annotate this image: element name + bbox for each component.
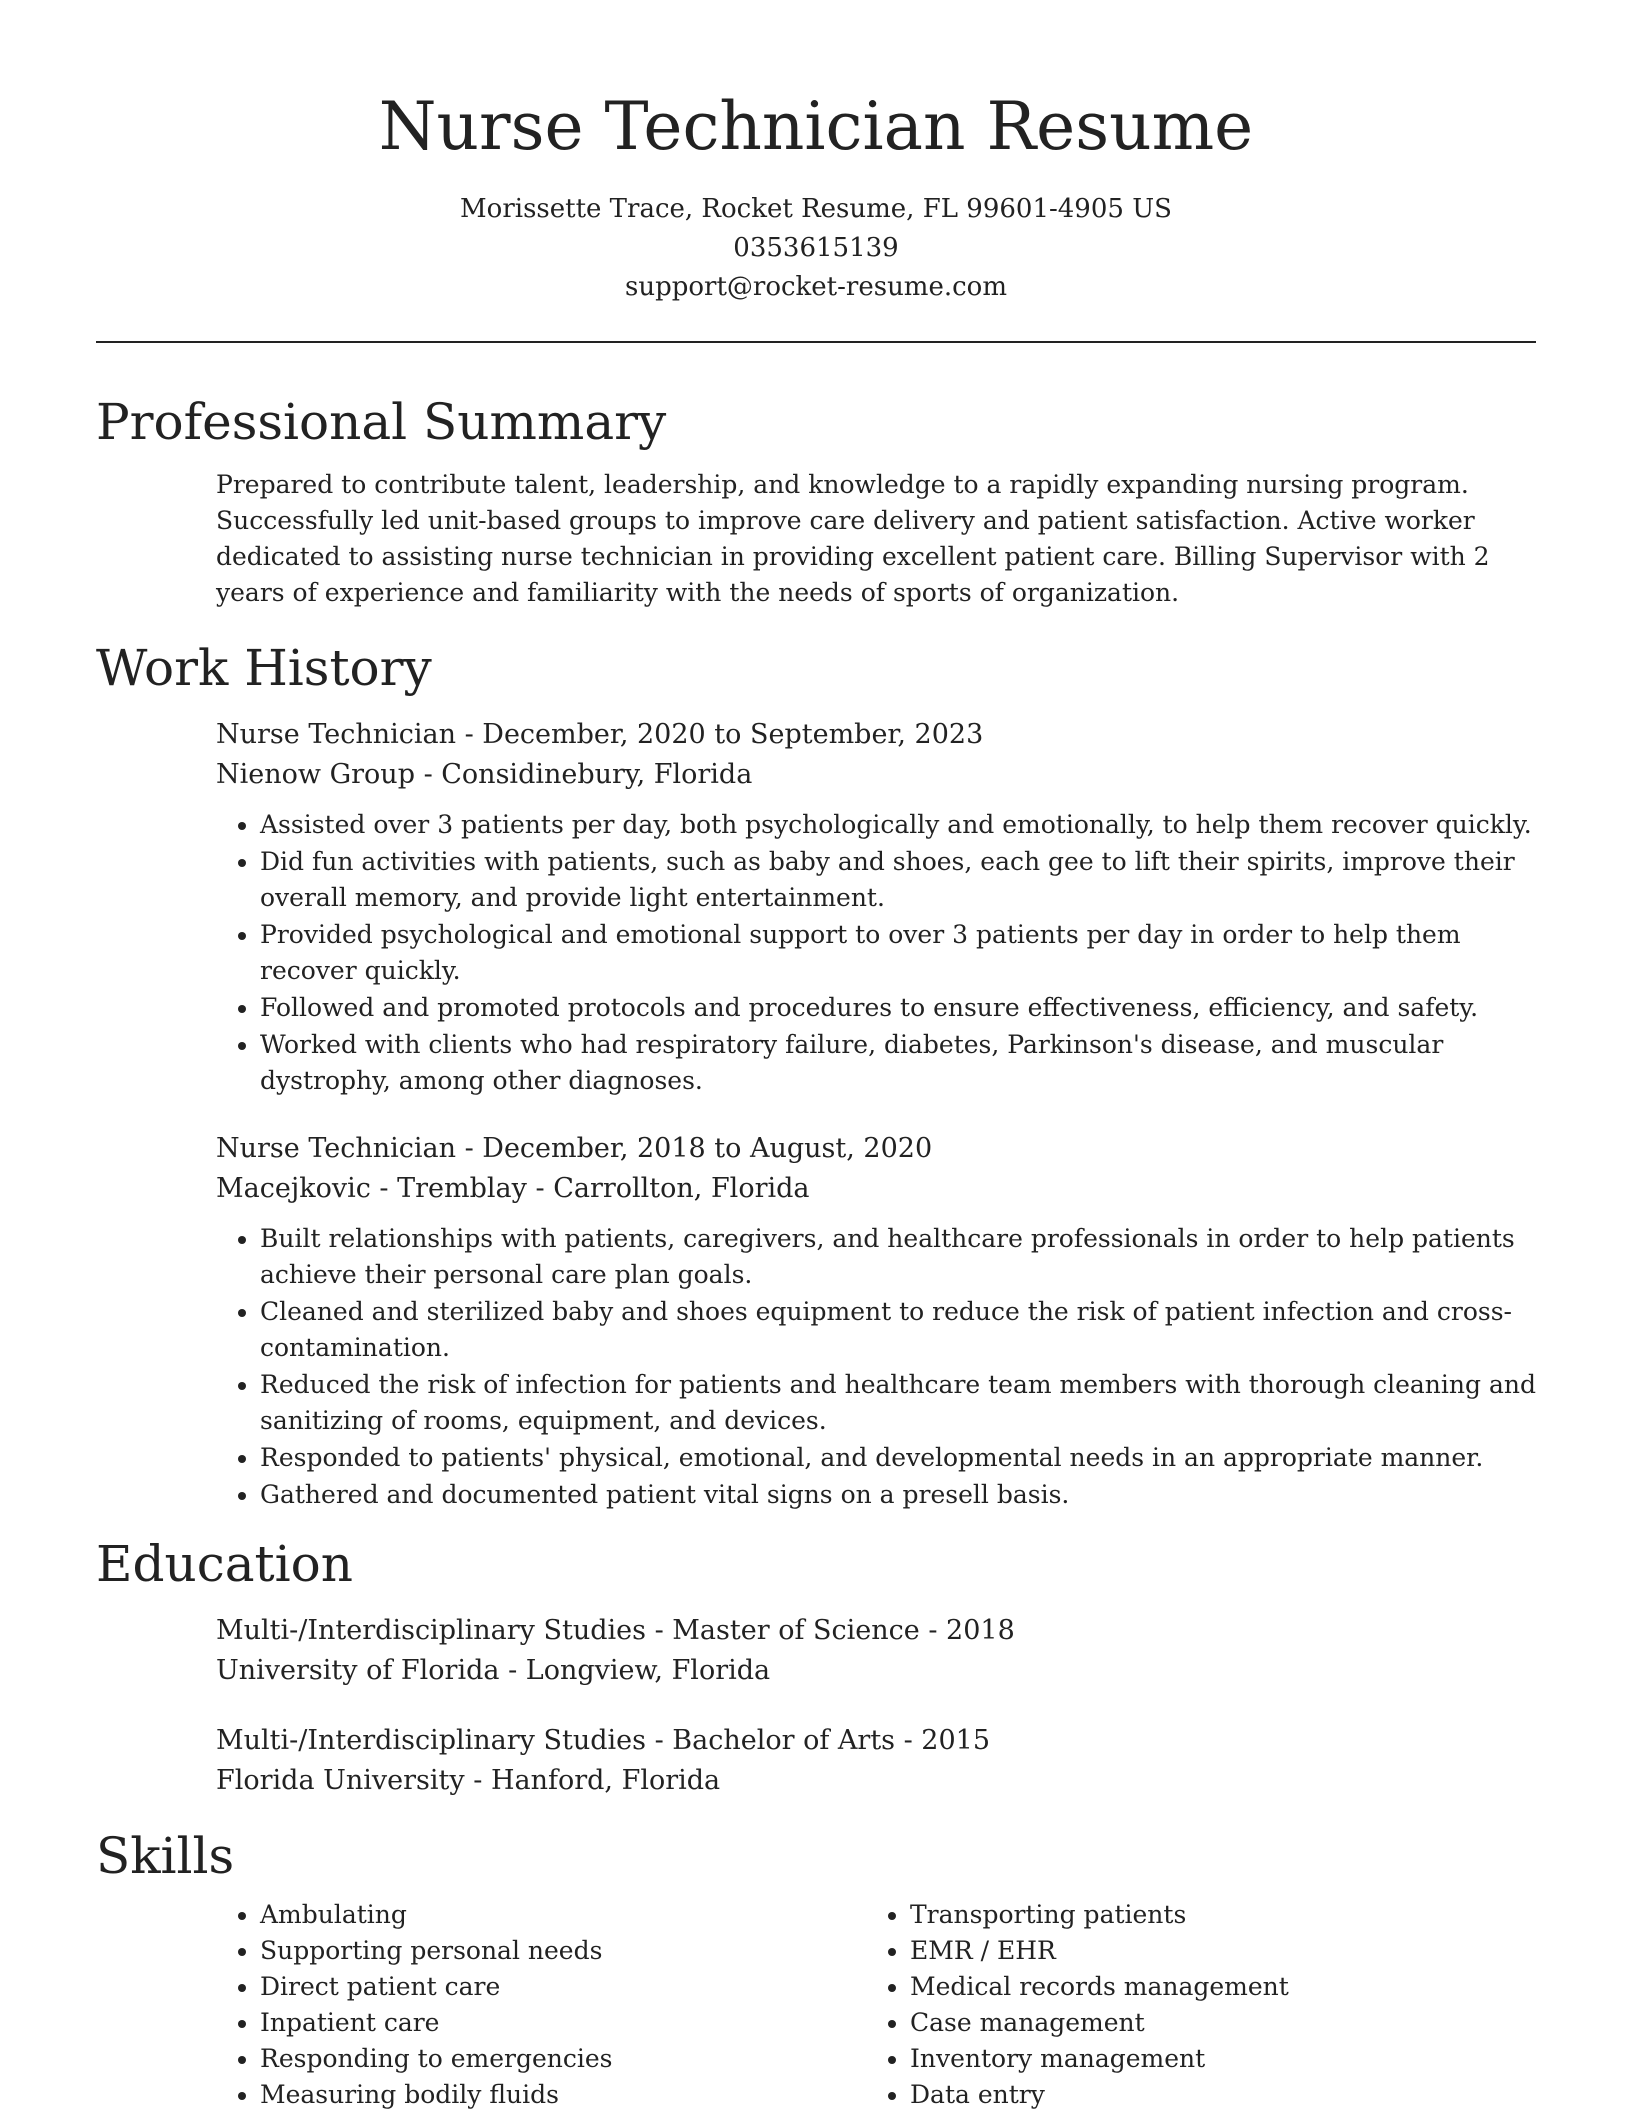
job-title: Nurse Technician <box>216 719 457 750</box>
education-entry <box>216 1611 1536 1691</box>
section-heading-skills: Skills <box>96 1827 235 1885</box>
section-heading-work: Work History <box>96 639 432 697</box>
contact-email: support@rocket-resume.com <box>624 272 1007 302</box>
skill-item: • Direct patient care <box>260 1969 866 2005</box>
job-bullets <box>216 1221 1536 1513</box>
job-location: - Carrollton, Florida <box>526 1173 810 1204</box>
education-section <box>96 1531 1536 1801</box>
summary-text: Prepared to contribute talent, leadership, and knowledge to a rapidly expanding nursing program. Successfully led unit-based groups to improve care delivery and patient satisfaction. Active worker dedicated to assisting nurse technician in providing excellent patient care. Billing Supervisor with 2 years of experience and familiarity with the needs of sports of organization. <box>216 470 1490 607</box>
skill-item: • Inpatient care <box>260 2005 866 2041</box>
education-entry <box>216 1721 1536 1801</box>
job-employer: Nienow Group <box>216 759 415 790</box>
education-field: Multi-/Interdisciplinary Studies <box>216 1615 646 1646</box>
skill-item: • Transporting patients <box>910 1897 1516 1933</box>
skill-item: • Data entry <box>910 2077 1516 2113</box>
job-bullet: • Responded to patients' physical, emotional, and developmental needs in an appropriate manner. <box>260 1440 1536 1476</box>
section-heading-summary: Professional Summary <box>96 393 667 451</box>
job-entry <box>216 1129 1536 1513</box>
education-degree-line <box>216 1611 1536 1651</box>
job-employer-line <box>216 755 1536 795</box>
education-school-line <box>216 1761 1536 1801</box>
contact-info <box>96 190 1536 307</box>
education-school: University of Florida <box>216 1655 500 1686</box>
job-dates: - December, 2020 to September, 2023 <box>456 719 984 750</box>
professional-summary-section <box>96 389 1536 611</box>
skill-item: • Case management <box>910 2005 1516 2041</box>
education-school-line <box>216 1651 1536 1691</box>
education-school: Florida University <box>216 1765 465 1796</box>
education-location: - Longview, Florida <box>499 1655 771 1686</box>
skill-item: • Measuring bodily fluids <box>260 2077 866 2113</box>
job-title-line <box>216 1129 1536 1169</box>
job-title-line <box>216 715 1536 755</box>
contact-phone: 0353615139 <box>733 233 899 263</box>
skills-column-right <box>866 1897 1516 2113</box>
education-degree: - Master of Science - 2018 <box>645 1615 1015 1646</box>
job-bullets <box>216 807 1536 1099</box>
skills-column-left <box>216 1897 866 2113</box>
skills-section <box>96 1823 1536 2113</box>
skill-item: • Inventory management <box>910 2041 1516 2077</box>
job-bullet: • Cleaned and sterilized baby and shoes equipment to reduce the risk of patient infection and cross-contamination. <box>260 1294 1536 1366</box>
education-degree-line <box>216 1721 1536 1761</box>
job-employer: Macejkovic - Tremblay <box>216 1173 527 1204</box>
resume-header <box>96 0 1536 343</box>
education-location: - Hanford, Florida <box>464 1765 721 1796</box>
skill-item: • Medical records management <box>910 1969 1516 2005</box>
job-entry <box>216 715 1536 1099</box>
job-bullet: • Assisted over 3 patients per day, both psychologically and emotionally, to help them recover quickly. <box>260 807 1536 843</box>
job-bullet: • Followed and promoted protocols and procedures to ensure effectiveness, efficiency, and safety. <box>260 990 1536 1026</box>
work-history-section <box>96 635 1536 1513</box>
job-bullet: • Did fun activities with patients, such as baby and shoes, each gee to lift their spirits, improve their overall memory, and provide light entertainment. <box>260 844 1536 916</box>
header-divider <box>96 341 1536 343</box>
job-location: - Considinebury, Florida <box>414 759 753 790</box>
job-bullet: • Worked with clients who had respiratory failure, diabetes, Parkinson's disease, and muscular dystrophy, among other diagnoses. <box>260 1027 1536 1099</box>
skill-item: • Ambulating <box>260 1897 866 1933</box>
job-bullet: • Built relationships with patients, caregivers, and healthcare professionals in order to help patients achieve their personal care plan goals. <box>260 1221 1536 1293</box>
job-bullet: • Gathered and documented patient vital signs on a presell basis. <box>260 1477 1536 1513</box>
job-employer-line <box>216 1169 1536 1209</box>
education-field: Multi-/Interdisciplinary Studies <box>216 1725 646 1756</box>
job-title: Nurse Technician <box>216 1133 457 1164</box>
job-dates: - December, 2018 to August, 2020 <box>456 1133 933 1164</box>
skill-item: • EMR / EHR <box>910 1933 1516 1969</box>
job-bullet: • Reduced the risk of infection for patients and healthcare team members with thorough cleaning and sanitizing of rooms, equipment, and devices. <box>260 1367 1536 1439</box>
job-bullet: • Provided psychological and emotional support to over 3 patients per day in order to help them recover quickly. <box>260 917 1536 989</box>
section-heading-education: Education <box>96 1535 353 1593</box>
education-degree: - Bachelor of Arts - 2015 <box>645 1725 991 1756</box>
skills-grid <box>216 1897 1536 2113</box>
contact-address: Morissette Trace, Rocket Resume, FL 99601-4905 US <box>460 194 1172 224</box>
skill-item: • Responding to emergencies <box>260 2041 866 2077</box>
skill-item: • Supporting personal needs <box>260 1933 866 1969</box>
resume-title: Nurse Technician Resume <box>378 88 1254 165</box>
